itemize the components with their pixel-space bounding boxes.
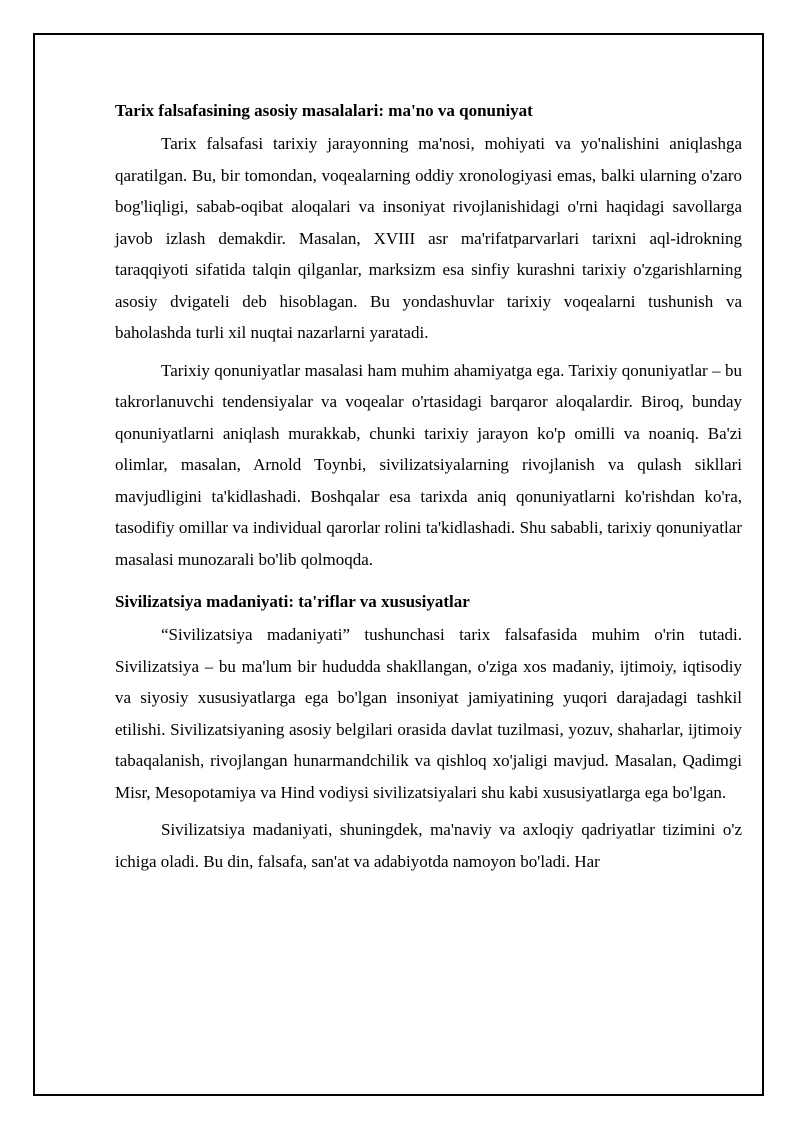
paragraph-1-1: Tarix falsafasi tarixiy jarayonning ma'nosi, mohiyati va yo'nalishini aniqlashga qaratilgan. Bu, bir tomondan, voqealarning oddiy xronologiyasi emas, balki ularning o'zaro bog'liqligi, sabab-oqibat aloqalari va insoniyat rivojlanishidagi o'rni haqidagi savollarga javob izlash demakdir. Masalan, XVIII asr ma'rifatparvarlari tarixni aql-idrokning taraqqiyoti sifatida talqin qilganlar, marksizm esa sinfiy kurashni tarixiy o'zgarishlarning asosiy dvigateli deb hisoblagan. Bu yondashuvlar tarixiy voqealarni tushunish va baholashda turli xil nuqtai nazarlarni yaratadi. — [115, 134, 742, 342]
document-body — [115, 96, 742, 883]
paragraph-1-2: Tarixiy qonuniyatlar masalasi ham muhim ahamiyatga ega. Tarixiy qonuniyatlar – bu takrorlanuvchi tendensiyalar va voqealar o'rtasidagi barqaror aloqalardir. Biroq, bunday qonuniyatlarni aniqlash murakkab, chunki tarixiy jarayon ko'p omilli va noaniq. Ba'zi olimlar, masalan, Arnold Toynbi, sivilizatsiyalarning rivojlanish va qulash sikllari mavjudligini ta'kidlashadi. Boshqalar esa tarixda aniq qonuniyatlarni ko'rishdan ko'ra, tasodifiy omillar va individual qarorlar rolini ta'kidlashadi. Shu sababli, tarixiy qonuniyatlar masalasi munozarali bo'lib qolmoqda. — [115, 360, 742, 569]
paragraph-2-2: Sivilizatsiya madaniyati, shuningdek, ma'naviy va axloqiy qadriyatlar tizimini o'z ichiga oladi. Bu din, falsafa, san'at va adabiyotda namoyon bo'ladi. Har — [115, 820, 742, 871]
section-heading-2: Sivilizatsiya madaniyati: ta'riflar va xususiyatlar — [115, 592, 470, 611]
section-heading-1: Tarix falsafasining asosiy masalalari: ma'no va qonuniyat — [115, 101, 533, 120]
paragraph-2-1: “Sivilizatsiya madaniyati” tushunchasi tarix falsafasida muhim o'rin tutadi. Sivilizatsiya – bu ma'lum bir hududda shakllangan, o'ziga xos madaniy, ijtimoiy, iqtisodiy va siyosiy xususiyatlarga ega bo'lgan insoniyat jamiyatining yuqori darajadagi tashkil etilishi. Sivilizatsiyaning asosiy belgilari orasida davlat tuzilmasi, yozuv, shaharlar, ijtimoiy tabaqalanish, rivojlangan hunarmandchilik va qishloq xo'jaligi mavjud. Masalan, Qadimgi Misr, Mesopotamiya va Hind vodiysi sivilizatsiyalari shu kabi xususiyatlarga ega bo'lgan. — [115, 625, 742, 802]
